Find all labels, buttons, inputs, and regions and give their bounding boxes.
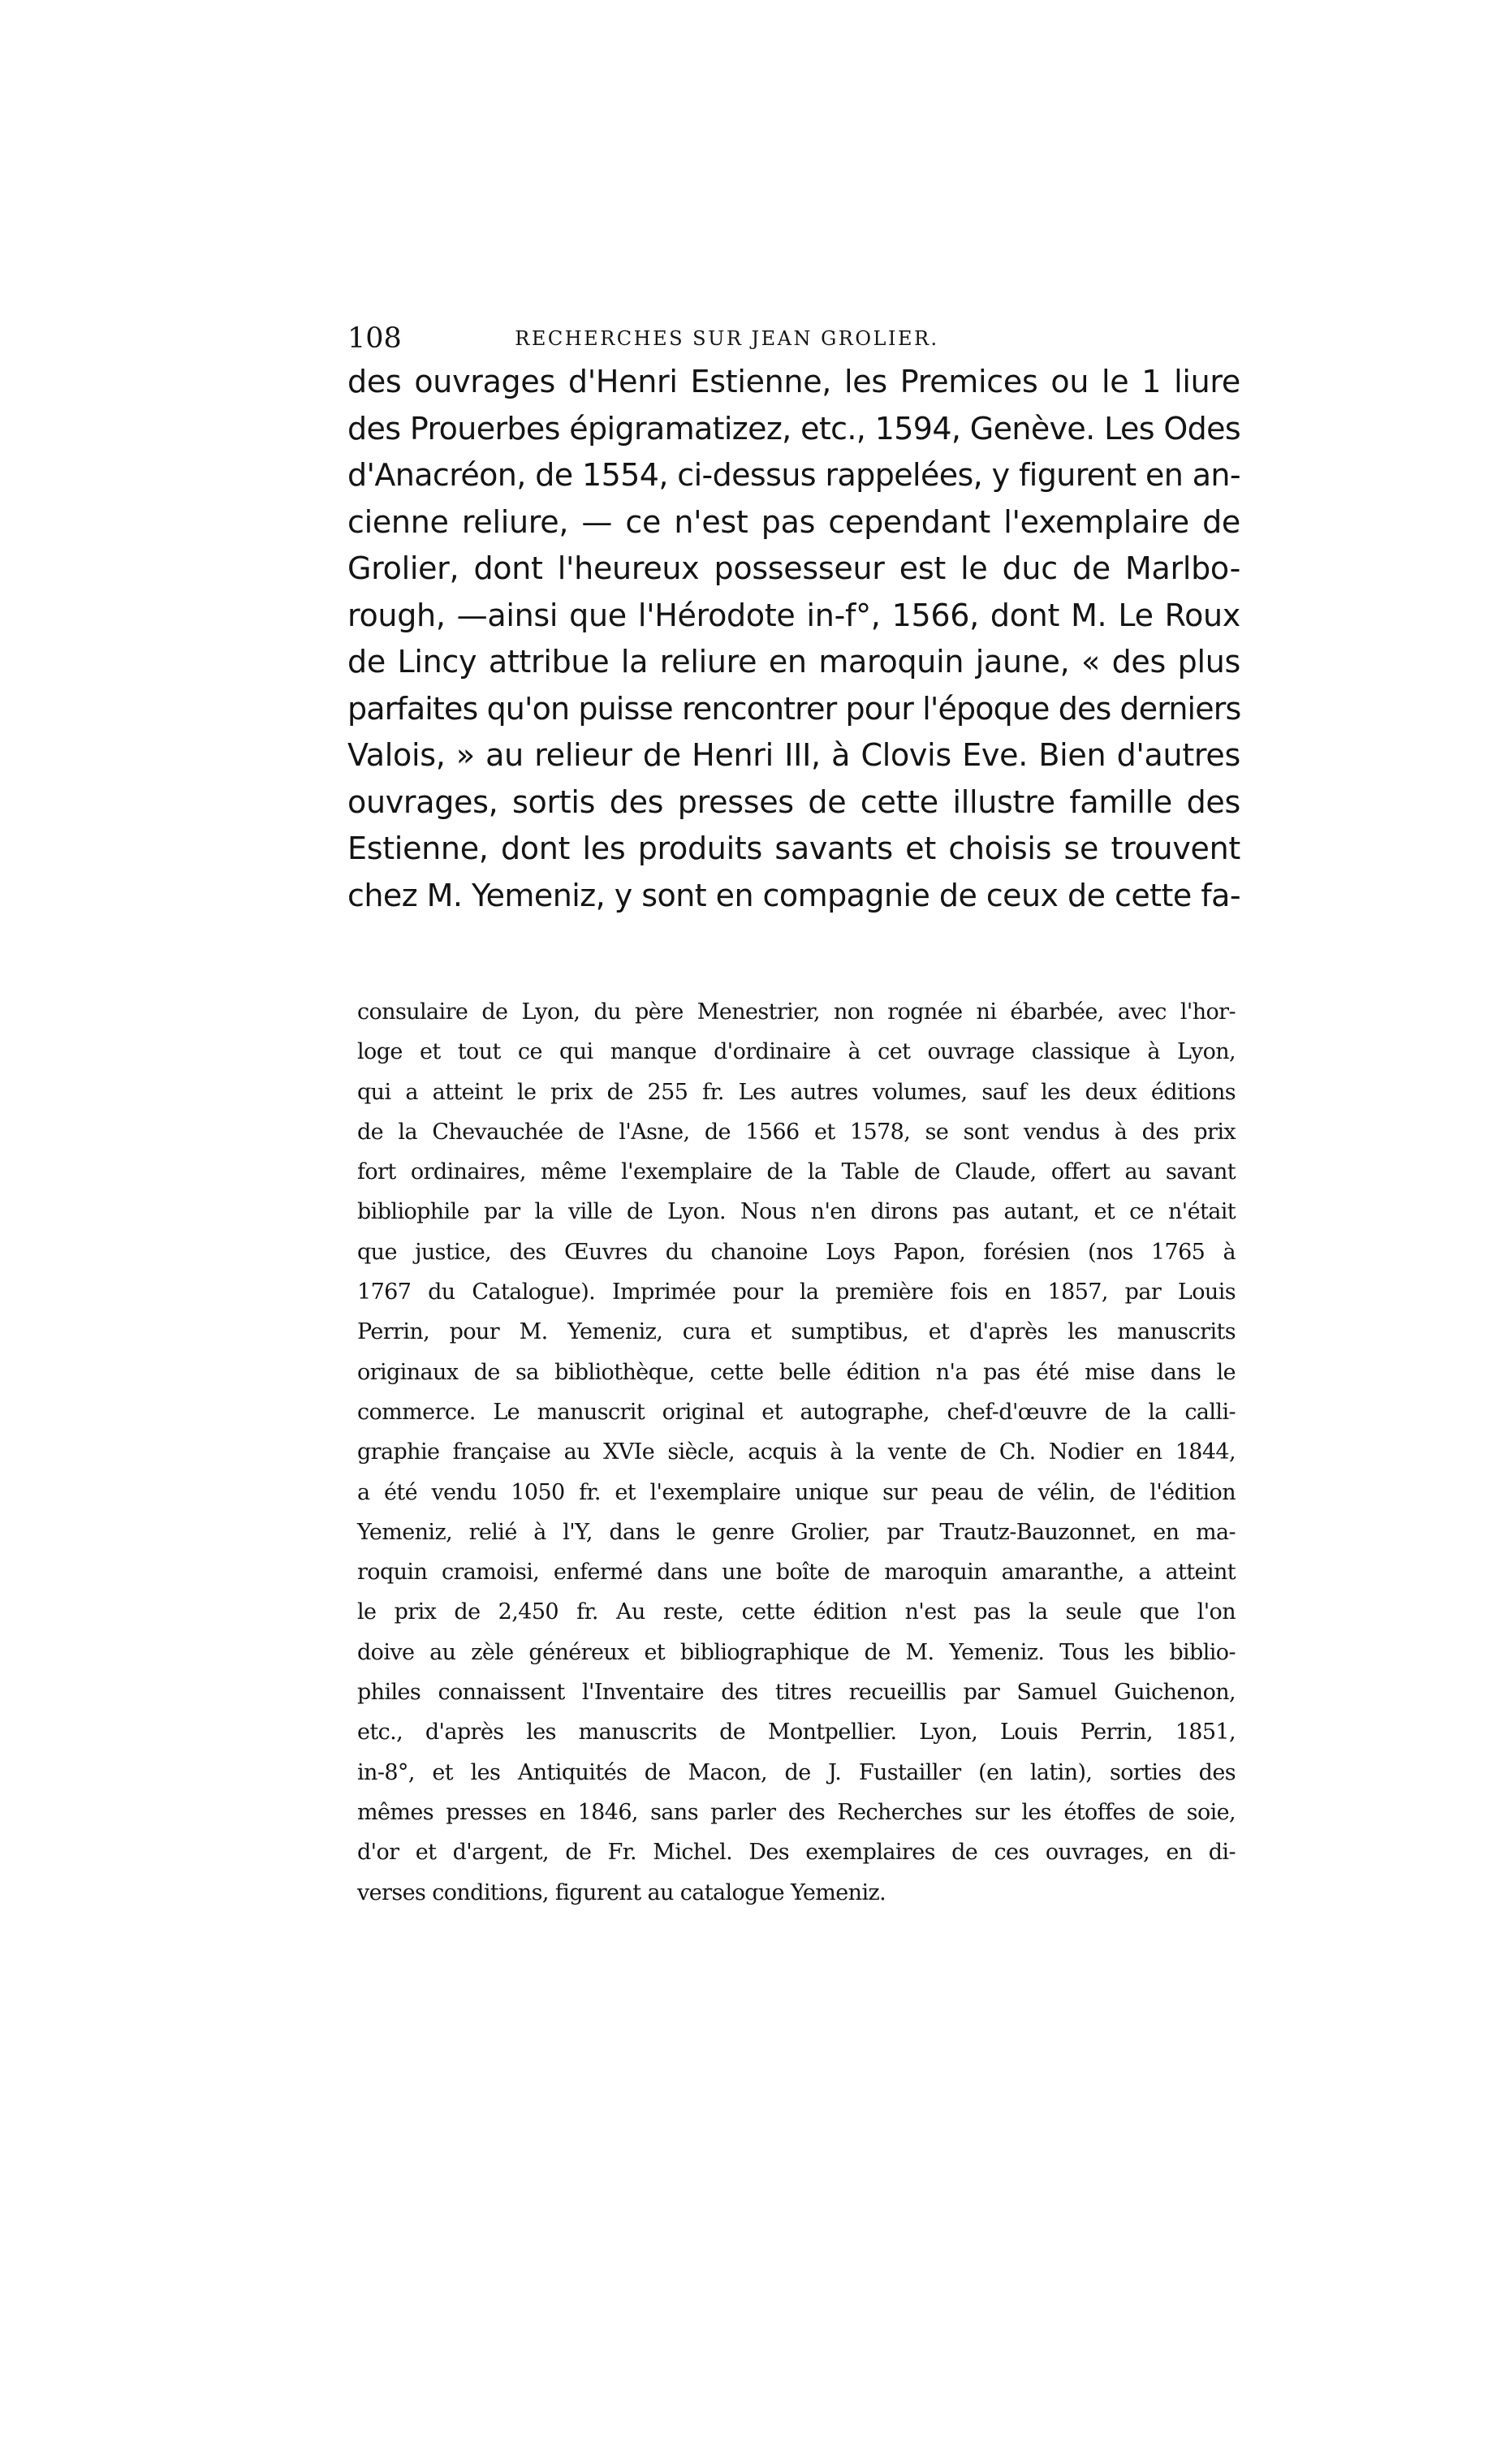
footnote-line: in-8°, et les Antiquités de Macon, de J. Fustailler (en latin), sorties des [357,1759,1236,1785]
footnote-line: 1767 du Catalogue). Imprimée pour la première fois en 1857, par Louis [357,1279,1236,1305]
footnote-line: de la Chevauchée de l'Asne, de 1566 et 1578, se sont vendus à des prix [357,1119,1236,1145]
main-text [347,359,1240,919]
main-text-line: cienne reliure, — ce n'est pas cependant l'exemplaire de [347,503,1240,540]
main-text-line: de Lincy attribue la reliure en maroquin jaune, « des plus [347,644,1240,680]
footnote-line: loge et tout ce qui manque d'ordinaire à cet ouvrage classique à Lyon, [357,1039,1236,1065]
main-text-line: chez M. Yemeniz, y sont en compagnie de ceux de cette fa- [347,877,1240,913]
footnote-line: Yemeniz, relié à l'Y, dans le genre Grolier, par Trautz-Bauzonnet, en ma- [357,1519,1236,1545]
footnote-line: graphie française au XVIe siècle, acquis à la vente de Ch. Nodier en 1844, [357,1439,1236,1465]
footnote-line: originaux de sa bibliothèque, cette belle édition n'a pas été mise dans le [357,1359,1236,1385]
main-text-line: des ouvrages d'Henri Estienne, les Premices ou le 1 liure [347,364,1240,399]
footnote-line: Perrin, pour M. Yemeniz, cura et sumptibus, et d'après les manuscrits [357,1319,1236,1345]
footnote [357,992,1236,1913]
main-text-line: parfaites qu'on puisse rencontrer pour l'époque des derniers [347,690,1241,727]
footnote-line: philes connaissent l'Inventaire des titres recueillis par Samuel Guichenon, [357,1680,1236,1706]
footnote-line: que justice, des Œuvres du chanoine Loys Papon, forésien (nos 1765 à [357,1239,1236,1265]
main-text-line: Estienne, dont les produits savants et choisis se trouvent [347,831,1240,866]
footnote-line: commerce. Le manuscrit original et autographe, chef-d'œuvre de la calli- [357,1399,1236,1425]
main-text-line: rough, —ainsi que l'Hérodote in-f°, 1566, dont M. Le Roux [347,597,1240,633]
footnote-line: a été vendu 1050 fr. et l'exemplaire unique sur peau de vélin, de l'édition [357,1479,1236,1505]
main-text-line: Grolier, dont l'heureux possesseur est le duc de Marlbo- [347,550,1240,586]
footnote-line: consulaire de Lyon, du père Menestrier, non rognée ni ébarbée, avec l'hor- [357,999,1236,1025]
footnote-line: roquin cramoisi, enfermé dans une boîte de maroquin amaranthe, a atteint [357,1560,1236,1586]
footnote-line: doive au zèle généreux et bibliographique de M. Yemeniz. Tous les biblio- [357,1639,1236,1665]
running-head [347,318,1009,359]
footnote-line: fort ordinaires, même l'exemplaire de la Table de Claude, offert au savant [357,1159,1236,1185]
footnote-line: qui a atteint le prix de 255 fr. Les autres volumes, sauf les deux éditions [357,1079,1236,1105]
main-text-line: d'Anacréon, de 1554, ci-dessus rappelées, y figurent en an- [347,457,1240,493]
footnote-line: mêmes presses en 1846, sans parler des Recherches sur les étoffes de soie, [357,1799,1236,1825]
footnote-line: verses conditions, figurent au catalogue Yemeniz. [357,1879,886,1905]
footnote-line: bibliophile par la ville de Lyon. Nous n'en dirons pas autant, et ce n'était [357,1199,1236,1225]
footnote-line: d'or et d'argent, de Fr. Michel. Des exemplaires de ces ouvrages, en di- [357,1840,1236,1866]
main-text-line: des Prouerbes épigramatizez, etc., 1594, Genève. Les Odes [347,410,1240,447]
running-title: RECHERCHES SUR JEAN GROLIER. [515,327,939,350]
footnote-line: etc., d'après les manuscrits de Montpellier. Lyon, Louis Perrin, 1851, [357,1720,1236,1746]
footnote-line: le prix de 2,450 fr. Au reste, cette édition n'est pas la seule que l'on [357,1599,1236,1625]
main-text-line: Valois, » au relieur de Henri III, à Clovis Eve. Bien d'autres [347,737,1240,773]
page-number: 108 [347,322,402,355]
main-text-line: ouvrages, sortis des presses de cette illustre famille des [347,783,1240,820]
